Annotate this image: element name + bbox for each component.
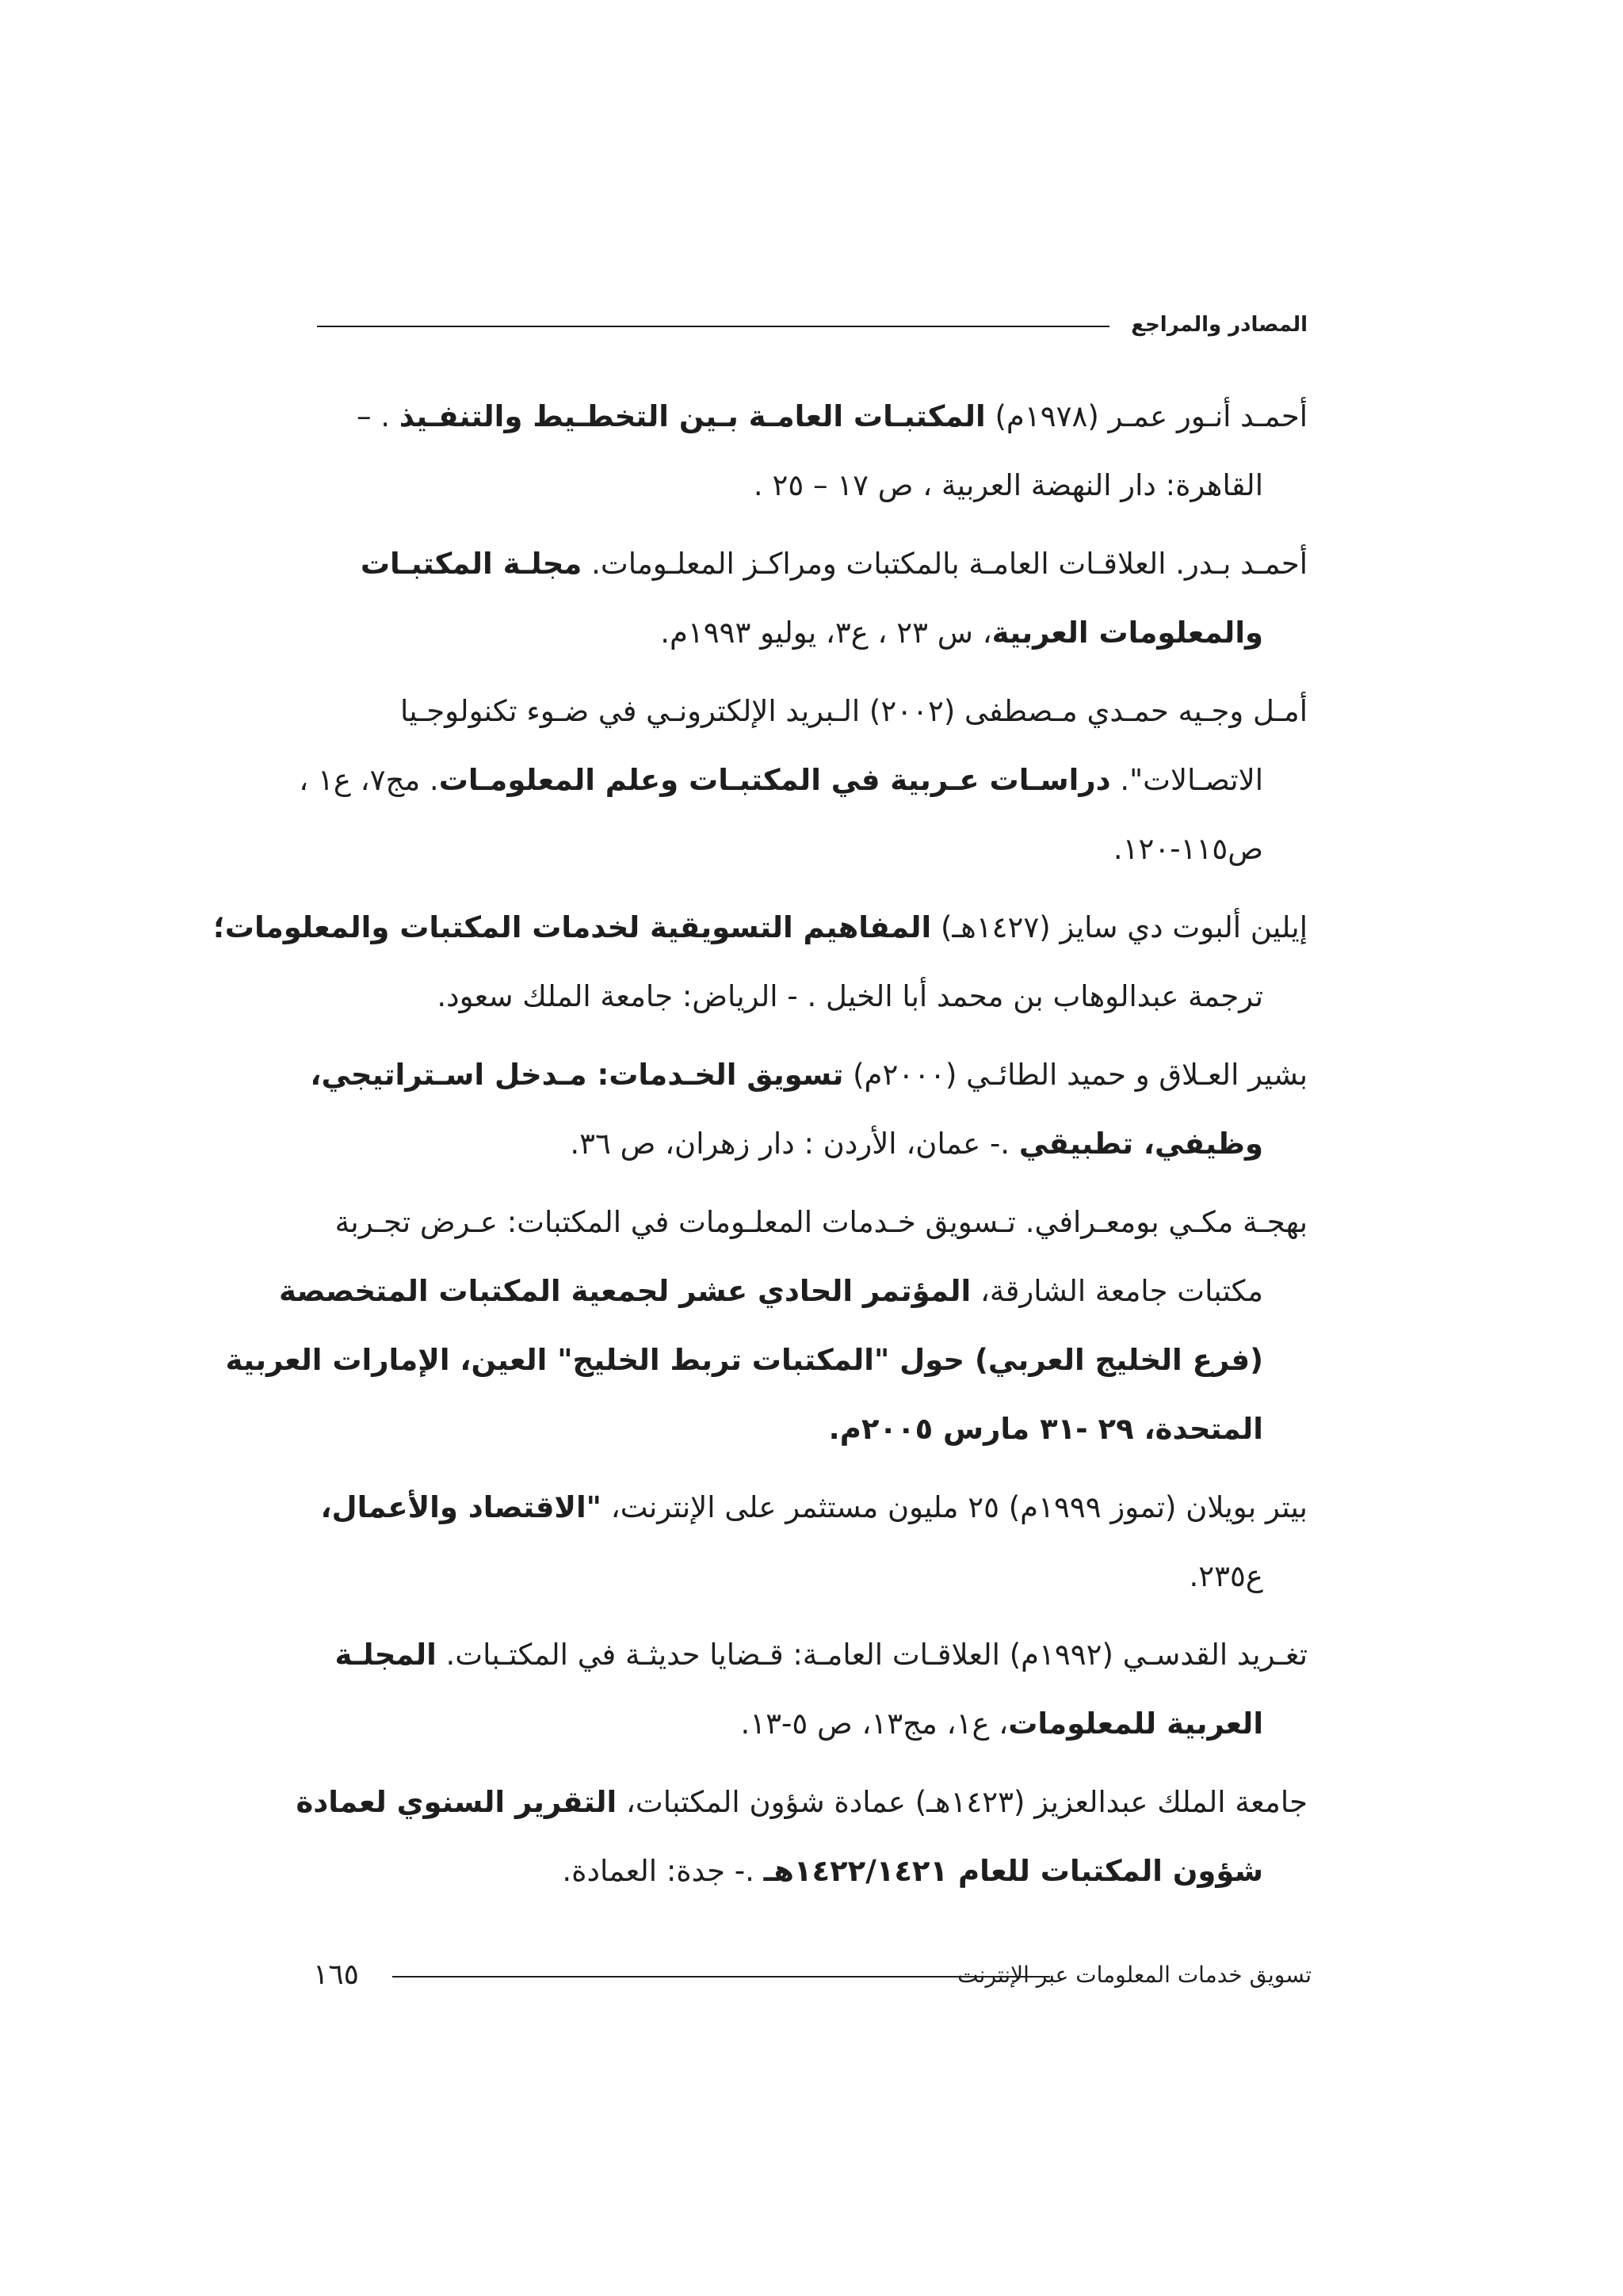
reference-title-text: دراسـات عـربية في المكتبـات وعلم المعلومـات [438,763,1111,797]
reference-line [317,529,1308,598]
reference-title-text: تسويق الخـدمات: مـدخل اسـتراتيجي، [310,1058,844,1092]
reference-text: ، س ٢٣ ، ع٣، يوليو ١٩٩٣م. [660,616,992,650]
reference-entry [225,1188,1308,1463]
reference-text: ترجمة عبدالوهاب بن محمد أبا الخيل . - الرياض: جامعة الملك سعود. [437,979,1263,1013]
reference-text: إيلين ألبوت دي سايز (١٤٢٧هـ) [931,910,1308,944]
reference-line [317,451,1308,520]
reference-entry [299,677,1308,883]
running-footer [313,1955,1312,1995]
reference-line [279,1257,1308,1325]
reference-text: الاتصـالات". [1110,763,1263,797]
reference-entry [317,382,1308,520]
reference-title-text: "الاقتصاد والأعمال، [320,1490,601,1524]
reference-line [317,1689,1308,1758]
reference-line [225,1325,1308,1394]
reference-text: بشير العـلاق و حميد الطائـي (٢٠٠٠م) [843,1058,1308,1092]
reference-text: بيتر بويلان (تموز ١٩٩٩م) ٢٥ مليون مستثمر على الإنترنت، [601,1490,1308,1524]
reference-line [317,1109,1308,1178]
reference-line [317,382,1308,451]
reference-title-text: المكتبـات العامـة بـين التخطـيط والتنفـيذ [399,399,986,433]
reference-text: بهجـة مكـي بومعـرافي. تـسويق خـدمات المعلـومات في المكتبات: عـرض تجـربة [334,1205,1308,1239]
reference-title-text: المتحدة، ٢٩ -٣١ مارس ٢٠٠٥م. [828,1412,1263,1446]
reference-text: .- عمان، الأردن : دار زهران، ص ٣٦. [570,1127,1019,1161]
reference-text: ص١١٥-١٢٠. [1113,832,1263,866]
reference-line [299,746,1308,814]
reference-text: جامعة الملك عبدالعزيز (١٤٢٣هـ) عمادة شؤون المكتبات، [617,1785,1308,1819]
reference-title-text: المفاهيم التسويقية لخدمات المكتبات والمعلومات؛ [212,910,932,944]
reference-text: . مج٧، ع١ ، [299,763,439,797]
reference-list [212,382,1308,1915]
reference-title-text: (فرع الخليج العربي) حول "المكتبات تربط الخليج" العين، الإمارات العربية [225,1343,1263,1377]
reference-entry [317,1473,1308,1611]
reference-line [317,1394,1308,1463]
reference-line [317,814,1308,883]
reference-entry [310,1040,1308,1178]
header-rule [317,326,1109,327]
reference-line [317,1473,1308,1542]
reference-title-text: شؤون المكتبات للعام ١٤٢٢/١٤٢١هـ [763,1854,1263,1888]
reference-text: أمـل وجـيه حمـدي مـصطفى (٢٠٠٢) الـبريد الإلكترونـي في ضـوء تكنولوجـيا [400,694,1308,728]
reference-text: . – [357,399,399,433]
reference-entry [317,1620,1308,1758]
reference-line [317,598,1308,667]
reference-title-text: العربية للمعلومات [1008,1707,1263,1741]
reference-line [317,1836,1308,1905]
reference-text: ع٢٣٥. [1189,1559,1263,1593]
page-number: ١٦٥ [313,1958,360,1991]
reference-title-text: والمعلومات العربية [991,616,1263,650]
reference-line [212,893,1308,962]
reference-text: أحمـد بـدر. العلاقـات العامـة بالمكتبات ومراكـز المعلـومات. [582,547,1308,581]
running-header [317,309,1308,341]
reference-title-text: المجلـة [334,1638,437,1672]
footer-rule [392,1976,1050,1978]
reference-line [317,1620,1308,1689]
reference-text: ، ع١، مج١٣، ص ٥-١٣. [740,1707,1009,1741]
reference-text: القاهرة: دار النهضة العربية ، ص ١٧ – ٢٥ . [753,468,1263,502]
reference-line [317,677,1308,746]
reference-title-text: المؤتمر الحادي عشر لجمعية المكتبات المتخصصة [279,1274,972,1308]
reference-line [317,1542,1308,1611]
reference-line [317,962,1308,1031]
reference-line [310,1040,1308,1109]
footer-book-title: تسويق خدمات المعلومات عبر الإنترنت [957,1962,1312,1988]
reference-title-text: التقرير السنوي لعمادة [296,1785,617,1819]
reference-entry [296,1768,1308,1905]
reference-entry [317,529,1308,667]
reference-entry [212,893,1308,1031]
header-title: المصادر والمراجع [1131,313,1308,337]
reference-text: مكتبات جامعة الشارقة، [971,1274,1263,1308]
reference-line [296,1768,1308,1836]
reference-text: تغـريد القدسـي (١٩٩٢م) العلاقـات العامـة: قـضايا حديثـة في المكتـبات. [436,1638,1308,1672]
reference-line [317,1188,1308,1257]
reference-title-text: وظيفي، تطبيقي [1018,1127,1263,1161]
reference-text: .- جدة: العمادة. [562,1854,764,1888]
reference-text: أحمـد أنـور عمـر (١٩٧٨م) [985,399,1308,433]
reference-title-text: مجلـة المكتبـات [360,547,582,581]
